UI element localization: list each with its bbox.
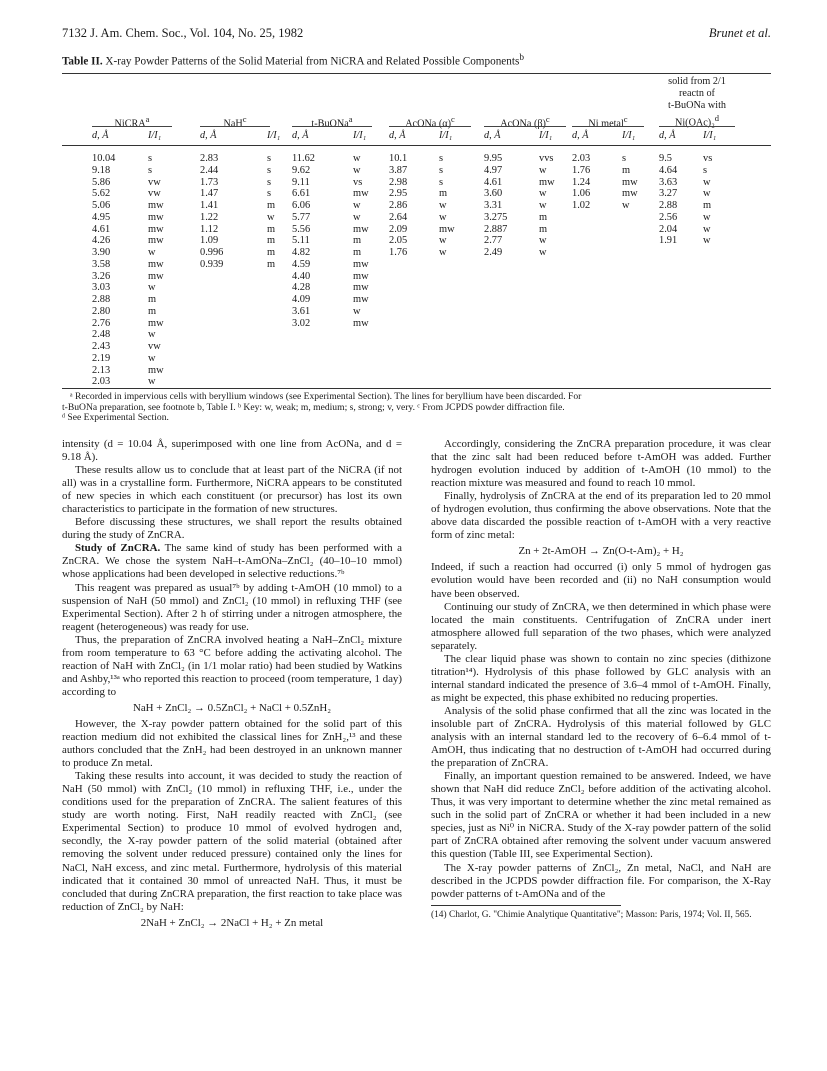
d-spacing-value: 4.61 bbox=[92, 223, 111, 235]
d-spacing-value: 2.887 bbox=[484, 223, 508, 235]
intensity-value: w bbox=[353, 200, 361, 211]
intensity-value: mw bbox=[148, 317, 164, 329]
intensity-value: m bbox=[353, 247, 362, 258]
intensity-value: w bbox=[148, 352, 156, 364]
paragraph bbox=[62, 582, 402, 634]
intensity-value: w bbox=[267, 211, 275, 223]
column-title bbox=[292, 113, 372, 130]
intensity-value: s bbox=[267, 188, 272, 200]
intensity-value: m bbox=[353, 235, 362, 247]
paragraph-text: Taking these results into account, it was decided to study the reaction of NaH (50 mmol) with ZnCl₂ (10 mmol) in refluxing THF, i.e., under the conditions used for the preparation of ZnCRA. The salient features of this study are worth noting. First, NaH readily reacted with ZnCl₂ (see Experimental Section) to produce 10 mmol of evolved hydrogen and, secondly, the X-ray powder pattern of the solid material (obtained after removing the solvent under reduced pressure) contained only the lines for NaCl, NaH excess, and zinc metal. Furthermore, hydrolysis of this material indicated that it contained 30 mmol of unreacted NaH. Thus, it must be concluded that during ZnCRA preparation, the first reaction to take place was reduction of ZnCl₂ by NaH: bbox=[62, 770, 402, 913]
d-spacing-value: 9.62 bbox=[292, 164, 311, 176]
intensity-value: w bbox=[439, 200, 447, 211]
journal-page bbox=[62, 0, 771, 1071]
paragraph-text: Thus, the preparation of ZnCRA involved heating a NaH–ZnCl₂ mixture from room temperature to 63 °C before adding the activating alcohol. The reaction of NaH with ZnCl₂ (in 1/1 molar ratio) had been studied by Watkins and Ashby,¹³ᵃ who reported this reaction to proceed (room temperature, 1 day) according to bbox=[62, 633, 402, 698]
d-spacing-value: 2.64 bbox=[389, 211, 408, 223]
d-spacing-value: 9.5 bbox=[659, 153, 672, 164]
paragraph-text: Continuing our study of ZnCRA, we then determined in which phase were located the main constituents. Centrifugation of ZnCRA under inert atmosphere allowed full separation of the two phases, which were analyzed separately. bbox=[431, 600, 771, 652]
column-underline bbox=[92, 126, 172, 127]
column-title-line: reactn of bbox=[679, 88, 715, 99]
d-spacing-value: 5.62 bbox=[92, 188, 111, 200]
d-spacing-value: 4.97 bbox=[484, 164, 503, 176]
d-spacing-value: 4.28 bbox=[292, 282, 311, 294]
intensity-value: w bbox=[539, 200, 547, 211]
d-spacing-value: 5.56 bbox=[292, 223, 311, 235]
d-spacing-value: 2.77 bbox=[484, 235, 503, 247]
column-title-text: Ni metal bbox=[588, 118, 624, 130]
intensity-value: s bbox=[267, 164, 272, 176]
paragraph-text: These results allow us to conclude that at least part of the NiCRA (if not all) was in a crystalline form. Furthermore, NiCRA appears to be constituted of new species in which each constituent (or precursor) has lost its own characteristics to participate in the formation of new structures. bbox=[62, 464, 402, 516]
column-title-sup: c bbox=[623, 114, 628, 124]
table-caption-text: X-ray Powder Patterns of the Solid Material from NiCRA and Related Possible Components bbox=[105, 55, 520, 68]
d-spacing-value: 1.76 bbox=[389, 247, 408, 258]
d-spacing-value: 10.04 bbox=[92, 153, 116, 164]
d-spacing-value: 2.44 bbox=[200, 164, 219, 176]
d-header: d, Å bbox=[659, 130, 676, 141]
d-spacing-value: 3.275 bbox=[484, 211, 508, 223]
paragraph bbox=[62, 464, 402, 516]
d-spacing-value: 11.62 bbox=[292, 153, 315, 164]
intensity-value: vs bbox=[353, 176, 363, 188]
d-spacing-value: 2.88 bbox=[659, 200, 678, 211]
column-underline bbox=[572, 126, 644, 127]
d-spacing-value: 2.95 bbox=[389, 188, 408, 200]
intensity-value: mw bbox=[148, 364, 164, 376]
intensity-value: mw bbox=[539, 176, 555, 188]
d-spacing-value: 3.60 bbox=[484, 188, 503, 200]
paragraph bbox=[431, 561, 771, 600]
right-text-column bbox=[431, 438, 771, 921]
reference-note: (14) Charlot, G. "Chimie Analytique Quantitative"; Masson: Paris, 1974; Vol. II, 565. bbox=[431, 909, 752, 920]
column-title-sup: a bbox=[145, 114, 150, 124]
d-spacing-value: 3.90 bbox=[92, 247, 111, 258]
d-spacing-value: 4.82 bbox=[292, 247, 311, 258]
paragraph bbox=[62, 770, 402, 914]
d-spacing-value: 2.49 bbox=[484, 247, 503, 258]
d-spacing-value: 3.31 bbox=[484, 200, 503, 211]
intensity-value: mw bbox=[439, 223, 455, 235]
column-title bbox=[484, 113, 566, 130]
d-spacing-value: 3.58 bbox=[92, 258, 111, 270]
intensity-value: mw bbox=[353, 294, 369, 305]
d-spacing-value: 4.59 bbox=[292, 258, 311, 270]
intensity-value: w bbox=[148, 247, 156, 258]
intensity-value: w bbox=[148, 376, 156, 388]
intensity-header: I/I₁ bbox=[148, 130, 162, 141]
table-caption bbox=[62, 53, 771, 68]
d-spacing-value: 5.11 bbox=[292, 235, 310, 247]
table-bottom-rule bbox=[62, 388, 771, 389]
intensity-value: w bbox=[539, 164, 547, 176]
equation: 2NaH + ZnCl₂ → 2NaCl + H₂ + Zn metal bbox=[140, 916, 324, 929]
intensity-value: vw bbox=[148, 188, 161, 200]
intensity-value: s bbox=[439, 176, 444, 188]
paragraph bbox=[62, 634, 402, 699]
intensity-value: w bbox=[703, 235, 711, 247]
table-footnote: t-BuONa preparation, see footnote b, Table I. ᵇ Key: w, weak; m, medium; s, strong; v, very. ᶜ From JCPDS powder diffraction file. bbox=[62, 401, 565, 413]
column-title-text: t-BuONa bbox=[311, 118, 349, 130]
d-spacing-value: 2.48 bbox=[92, 329, 111, 341]
d-spacing-value: 3.87 bbox=[389, 164, 408, 176]
d-header: d, Å bbox=[572, 130, 589, 141]
intensity-value: w bbox=[148, 282, 156, 294]
d-spacing-value: 1.91 bbox=[659, 235, 678, 247]
intensity-value: mw bbox=[353, 270, 369, 282]
paragraph bbox=[431, 653, 771, 705]
column-title bbox=[572, 113, 644, 130]
intensity-value: mw bbox=[148, 270, 164, 282]
paragraph-text: Accordingly, considering the ZnCRA preparation procedure, it was clear that the zinc salt had been reduced before t-AmOH was added. Further hydrogen evolution induced by addition of t-AmOH (10 mmol) to the reaction mixture was measured and found to reach 10 mmol. bbox=[431, 438, 771, 490]
d-spacing-value: 2.88 bbox=[92, 294, 111, 305]
paragraph bbox=[431, 705, 771, 770]
intensity-value: s bbox=[267, 176, 272, 188]
intensity-value: mw bbox=[353, 223, 369, 235]
d-header: d, Å bbox=[200, 130, 217, 141]
table-top-rule bbox=[62, 73, 771, 74]
d-spacing-value: 2.80 bbox=[92, 305, 111, 317]
d-spacing-value: 4.09 bbox=[292, 294, 311, 305]
d-spacing-value: 0.939 bbox=[200, 258, 224, 270]
column-title-sup: d bbox=[714, 113, 719, 123]
d-spacing-value: 1.41 bbox=[200, 200, 219, 211]
intensity-value: w bbox=[703, 211, 711, 223]
d-spacing-value: 3.63 bbox=[659, 176, 678, 188]
table-subheader-rule bbox=[62, 145, 771, 146]
intensity-value: vs bbox=[703, 153, 713, 164]
paragraph bbox=[431, 438, 771, 490]
column-underline bbox=[200, 126, 270, 127]
intensity-value: w bbox=[539, 235, 547, 247]
intensity-value: s bbox=[439, 164, 444, 176]
d-spacing-value: 1.22 bbox=[200, 211, 219, 223]
equation: Zn + 2t-AmOH → Zn(O-t-Am)₂ + H₂ bbox=[518, 545, 684, 558]
paragraph-text: The same kind of study has been performed with a ZnCRA. We chose the system NaH–t-AmONa–ZnCl₂ (40–10–10 mmol) whose applications had been developed in selective reductions.⁷ᵇ bbox=[62, 542, 402, 581]
column-title-sup: c bbox=[242, 114, 247, 124]
d-spacing-value: 3.03 bbox=[92, 282, 111, 294]
intensity-header: I/I₁ bbox=[267, 130, 281, 141]
intensity-header: I/I₁ bbox=[353, 130, 367, 141]
paragraph bbox=[431, 490, 771, 542]
intensity-value: s bbox=[703, 164, 708, 176]
column-title bbox=[389, 113, 471, 130]
intensity-value: w bbox=[439, 211, 447, 223]
intensity-value: mw bbox=[622, 188, 638, 200]
d-spacing-value: 2.13 bbox=[92, 364, 111, 376]
paragraph-text: Finally, an important question remained to be answered. Indeed, we have shown that NaH did reduce ZnCl₂ before addition of the activating alcohol. Thus, it was very important to determine whether the zinc metal remained as such in the solid part of ZnCRA or whether it had been included in a new species, just as Ni⁰ in NiCRA. Study of the X-ray powder pattern of the solid part of ZnCRA obtained after removing the solvent under vacuum answered this question (Table III, see Experimental Section). bbox=[431, 770, 771, 861]
intensity-value: w bbox=[439, 235, 447, 247]
paragraph bbox=[431, 770, 771, 861]
intensity-header: I/I₁ bbox=[622, 130, 636, 141]
paragraph bbox=[62, 438, 402, 464]
intensity-value: w bbox=[439, 247, 447, 258]
d-spacing-value: 9.11 bbox=[292, 176, 310, 188]
d-spacing-value: 4.64 bbox=[659, 164, 678, 176]
d-spacing-value: 2.86 bbox=[389, 200, 408, 211]
d-spacing-value: 2.76 bbox=[92, 317, 111, 329]
intensity-value: m bbox=[703, 200, 712, 211]
d-spacing-value: 1.12 bbox=[200, 223, 219, 235]
intensity-header: I/I₁ bbox=[439, 130, 453, 141]
d-spacing-value: 2.05 bbox=[389, 235, 408, 247]
table-caption-sup: b bbox=[519, 53, 524, 63]
author-header: Brunet et al. bbox=[708, 26, 771, 40]
intensity-value: w bbox=[148, 329, 156, 341]
intensity-value: vvs bbox=[539, 153, 554, 164]
d-spacing-value: 2.56 bbox=[659, 211, 678, 223]
d-spacing-value: 4.40 bbox=[292, 270, 311, 282]
paragraph bbox=[62, 542, 402, 581]
equation: NaH + ZnCl₂ → 0.5ZnCl₂ + NaCl + 0.5ZnH₂ bbox=[132, 701, 331, 714]
intensity-value: m bbox=[439, 188, 448, 200]
column-title-line: solid from 2/1 bbox=[668, 76, 726, 87]
d-spacing-value: 1.76 bbox=[572, 164, 591, 176]
intensity-value: mw bbox=[353, 282, 369, 294]
intensity-value: m bbox=[148, 294, 157, 305]
column-underline bbox=[292, 126, 372, 127]
intensity-value: w bbox=[539, 247, 547, 258]
intensity-value: w bbox=[539, 188, 547, 200]
intensity-value: m bbox=[148, 305, 157, 317]
d-header: d, Å bbox=[292, 130, 309, 141]
intensity-value: mw bbox=[148, 211, 164, 223]
intensity-value: w bbox=[622, 200, 630, 211]
intensity-value: w bbox=[353, 211, 361, 223]
intensity-value: mw bbox=[622, 176, 638, 188]
d-spacing-value: 1.09 bbox=[200, 235, 219, 247]
paragraph-text: Indeed, if such a reaction had occurred (i) only 5 mmol of hydrogen gas evolution would have been recorded and (ii) no NaH consumption would have been observed. bbox=[431, 561, 771, 600]
d-header: d, Å bbox=[484, 130, 501, 141]
d-spacing-value: 2.09 bbox=[389, 223, 408, 235]
section-heading: Study of ZnCRA. bbox=[75, 542, 161, 555]
d-spacing-value: 3.26 bbox=[92, 270, 111, 282]
table-footnote: ᵈ See Experimental Section. bbox=[62, 412, 169, 423]
column-underline bbox=[484, 126, 566, 127]
d-spacing-value: 1.06 bbox=[572, 188, 591, 200]
paragraph bbox=[431, 601, 771, 653]
intensity-value: s bbox=[622, 153, 627, 164]
intensity-value: m bbox=[267, 200, 276, 211]
d-spacing-value: 5.86 bbox=[92, 176, 111, 188]
intensity-value: s bbox=[267, 153, 272, 164]
d-spacing-value: 3.61 bbox=[292, 305, 311, 317]
d-spacing-value: 2.03 bbox=[572, 153, 591, 164]
column-title-text: NiCRA bbox=[114, 118, 146, 130]
d-spacing-value: 2.43 bbox=[92, 341, 111, 352]
column-title-text: AcONa (α) bbox=[405, 118, 451, 130]
paragraph-text: Finally, hydrolysis of ZnCRA at the end of its preparation led to 20 mmol of hydrogen evolution, thus confirming the above observations. Note that the above data discarded the possible reaction of t-AmOH with a very reactive form of zinc metal: bbox=[431, 490, 771, 542]
intensity-value: mw bbox=[148, 200, 164, 211]
paragraph-text: Before discussing these structures, we shall report the results obtained during the study of ZnCRA. bbox=[62, 516, 402, 542]
intensity-header: I/I₁ bbox=[703, 130, 717, 141]
d-spacing-value: 10.1 bbox=[389, 153, 408, 164]
column-title bbox=[655, 76, 739, 129]
column-title-line: t-BuONa with bbox=[667, 100, 726, 111]
intensity-value: w bbox=[353, 164, 361, 176]
d-spacing-value: 0.996 bbox=[200, 247, 224, 258]
d-spacing-value: 1.73 bbox=[200, 176, 219, 188]
column-underline bbox=[389, 126, 471, 127]
d-spacing-value: 4.95 bbox=[92, 211, 111, 223]
paragraph-text: Analysis of the solid phase confirmed that all the zinc was located in the insoluble part of ZnCRA. Hydrolysis of this material followed by GLC analysis with an internal standard led to the recovery of 6–6.4 mmol of t-AmOH, thus indicating that no destruction of t-AmOH had occurred during the preparation of ZnCRA. bbox=[431, 704, 771, 770]
d-spacing-value: 1.24 bbox=[572, 176, 591, 188]
column-title-line: Ni(OAc)₂$^d$ bbox=[674, 113, 719, 129]
intensity-value: w bbox=[353, 153, 361, 164]
column-title-text: AcONa (β) bbox=[500, 118, 546, 130]
d-spacing-value: 1.47 bbox=[200, 188, 219, 200]
intensity-value: mw bbox=[353, 258, 369, 270]
intensity-value: s bbox=[148, 164, 153, 176]
d-header: d, Å bbox=[92, 130, 109, 141]
intensity-value: w bbox=[703, 188, 711, 200]
paragraph bbox=[62, 516, 402, 542]
intensity-value: m bbox=[622, 164, 631, 176]
intensity-value: s bbox=[439, 153, 444, 164]
paragraph-text: The X-ray powder patterns of ZnCl₂, Zn metal, NaCl, and NaH are described in the JCPDS powder diffraction file. For comparison, the X-Ray powder patterns of t-AmONa and of the bbox=[431, 861, 771, 900]
intensity-header: I/I₁ bbox=[539, 130, 553, 141]
column-title-text: NaH bbox=[223, 118, 243, 130]
intensity-value: mw bbox=[148, 223, 164, 235]
d-spacing-value: 3.02 bbox=[292, 317, 311, 329]
d-spacing-value: 5.06 bbox=[92, 200, 111, 211]
table-label: Table II. bbox=[62, 55, 103, 68]
paragraph-text: This reagent was prepared as usual⁷ᵇ by adding t-AmOH (10 mmol) to a suspension of NaH (50 mmol) and ZnCl₂ (10 mmol) in refluxing THF (see Experimental Section). After 2 h of stirring under a nitrogen atmosphere, the reagent (heterogeneous) was ready for use. bbox=[62, 581, 402, 633]
d-spacing-value: 3.27 bbox=[659, 188, 678, 200]
d-spacing-value: 6.06 bbox=[292, 200, 311, 211]
d-spacing-value: 2.98 bbox=[389, 176, 408, 188]
intensity-value: w bbox=[703, 223, 711, 235]
d-spacing-value: 2.19 bbox=[92, 352, 111, 364]
intensity-value: mw bbox=[353, 188, 369, 200]
paragraph bbox=[431, 862, 771, 901]
intensity-value: w bbox=[703, 176, 711, 188]
intensity-value: vw bbox=[148, 341, 161, 352]
column-title-sup: c bbox=[451, 114, 455, 124]
column-underline bbox=[659, 126, 735, 127]
d-spacing-value: 9.95 bbox=[484, 153, 503, 164]
intensity-value: vw bbox=[148, 176, 161, 188]
intensity-value: w bbox=[353, 305, 361, 317]
d-spacing-value: 4.26 bbox=[92, 235, 111, 247]
d-spacing-value: 5.77 bbox=[292, 211, 311, 223]
paragraph-text: The clear liquid phase was shown to contain no zinc species (dithizone titration¹⁴). Hydrolysis of this phase followed by GLC analysis with an internal standard indicated the presence of 3.6–4 mmol of t-AmOH. Finally, as might be expected, this phase exhibited no reducing properties. bbox=[431, 652, 771, 704]
intensity-value: m bbox=[267, 247, 276, 258]
intensity-value: s bbox=[148, 153, 153, 164]
d-spacing-value: 2.04 bbox=[659, 223, 678, 235]
footnote-separator bbox=[431, 905, 621, 906]
column-title bbox=[200, 113, 270, 130]
column-title bbox=[92, 113, 172, 130]
left-text-column bbox=[62, 438, 402, 933]
intensity-value: m bbox=[539, 211, 548, 223]
intensity-value: m bbox=[267, 258, 276, 270]
d-spacing-value: 6.61 bbox=[292, 188, 311, 200]
paragraph-text: However, the X-ray powder pattern obtained for the solid part of this reaction medium did not exhibited the classical lines for ZnH₂,¹³ and these authors concluded that the ZnH₂ had been destroyed in an unknown manner to produce Zn metal. bbox=[62, 717, 402, 770]
column-title-sup: c bbox=[545, 114, 550, 124]
d-spacing-value: 2.83 bbox=[200, 153, 219, 164]
paragraph bbox=[62, 718, 402, 770]
d-spacing-value: 1.02 bbox=[572, 200, 591, 211]
intensity-value: m bbox=[267, 223, 276, 235]
table-footnote: ᵃ Recorded in impervious cells with beryllium windows (see Experimental Section). The lines for beryllium have been discarded. For bbox=[70, 391, 582, 402]
intensity-value: mw bbox=[148, 235, 164, 247]
journal-citation: 7132 J. Am. Chem. Soc., Vol. 104, No. 25, 1982 bbox=[62, 26, 304, 40]
intensity-value: m bbox=[267, 235, 276, 247]
intensity-value: mw bbox=[353, 317, 369, 329]
d-spacing-value: 9.18 bbox=[92, 164, 111, 176]
column-title-sup: a bbox=[348, 114, 353, 124]
d-header: d, Å bbox=[389, 130, 406, 141]
paragraph-text: intensity (d = 10.04 Å, superimposed with one line from AcONa, and d = 9.18 Å). bbox=[62, 438, 402, 464]
d-spacing-value: 4.61 bbox=[484, 176, 503, 188]
d-spacing-value: 2.03 bbox=[92, 376, 111, 388]
intensity-value: mw bbox=[148, 258, 164, 270]
intensity-value: m bbox=[539, 223, 548, 235]
